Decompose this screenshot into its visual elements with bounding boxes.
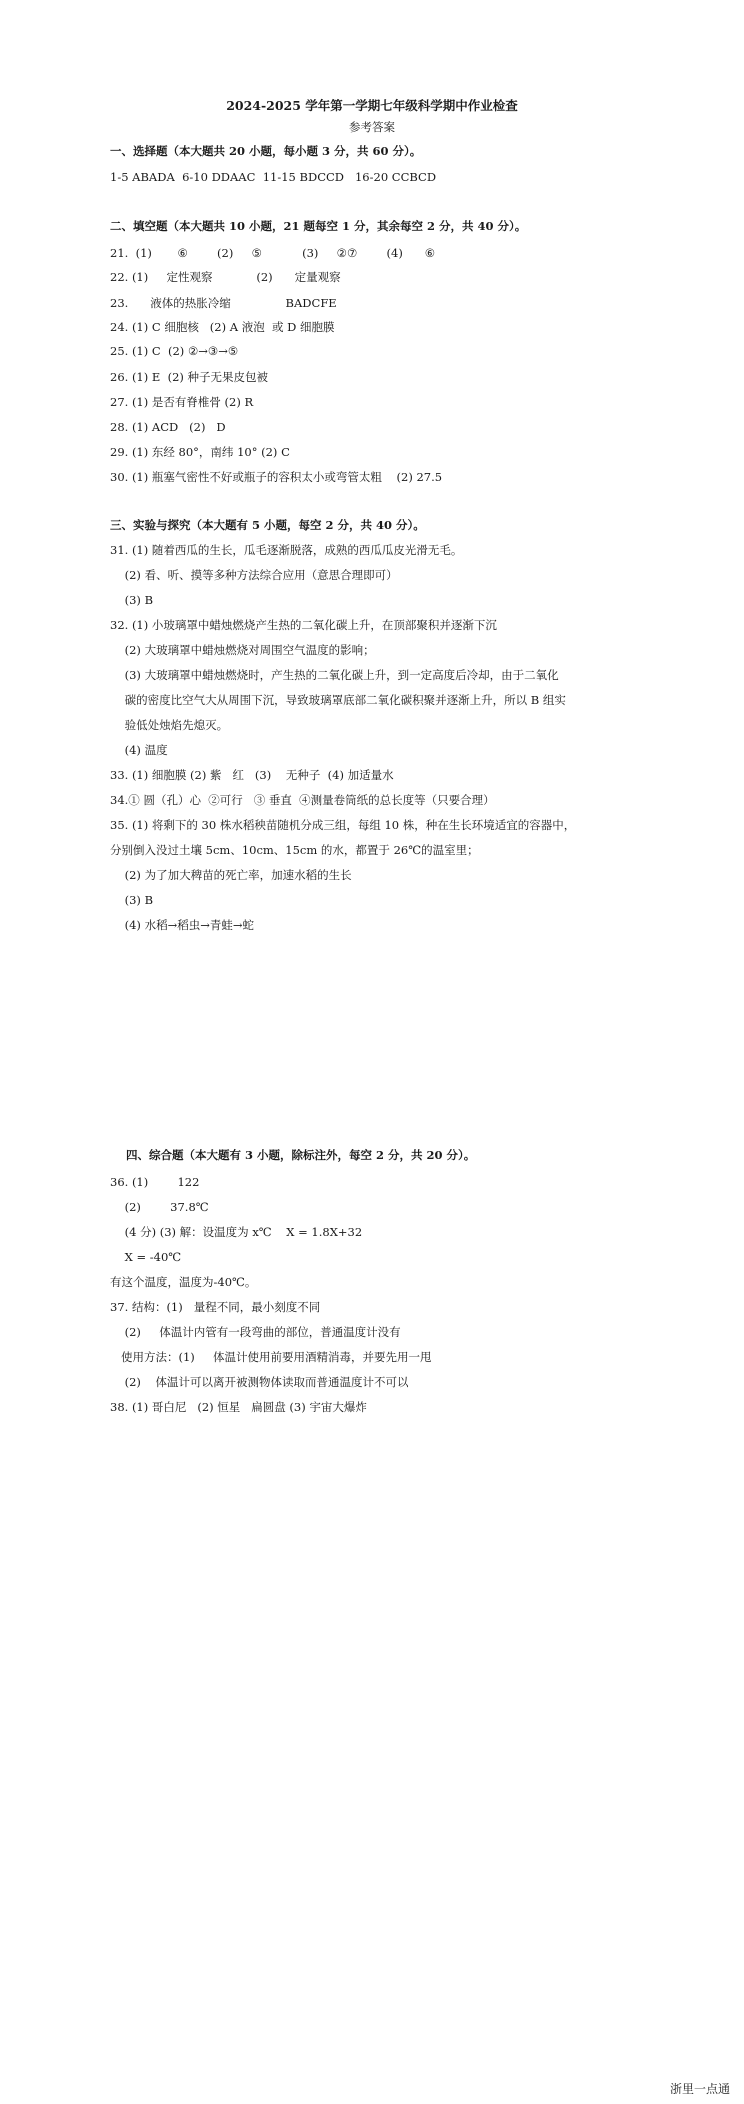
answer-line: (4) 温度: [110, 743, 168, 757]
answer-line: 有这个温度，温度为-40℃。: [110, 1275, 257, 1289]
page-title: 2024-2025 学年第一学期七年级科学期中作业检查: [226, 98, 518, 113]
answer-line: 23. 液体的热胀冷缩 BADCFE: [110, 296, 337, 310]
answer-line: 32. (1) 小玻璃罩中蜡烛燃烧产生热的二氧化碳上升，在顶部聚积并逐渐下沉: [110, 618, 497, 632]
choice-answers: 1-5 ABADA 6-10 DDAAC 11-15 BDCCD 16-20 CCBCD: [110, 170, 437, 184]
watermark: 浙里一点通: [669, 2082, 730, 2096]
answer-line: (4) 水稻→稻虫→青蛙→蛇: [110, 918, 254, 932]
answer-line: 38. (1) 哥白尼 (2) 恒星 扁圆盘 (3) 宇宙大爆炸: [110, 1400, 367, 1414]
answer-line: 24. (1) C 细胞核 (2) A 液泡 或 D 细胞膜: [110, 320, 335, 334]
answer-line: 验低处烛焰先熄灭。: [110, 718, 229, 732]
answer-line: 28. (1) ACD (2) D: [110, 420, 226, 434]
answer-line: (2) 37.8℃: [110, 1200, 209, 1214]
answer-line: 碳的密度比空气大从周围下沉，导致玻璃罩底部二氧化碳积聚并逐渐上升，所以 B 组实: [110, 693, 566, 707]
answer-line: 分别倒入没过土壤 5cm、10cm、15cm 的水，都置于 26℃的温室里；: [110, 843, 479, 857]
section-heading: 二、填空题（本大题共 10 小题，21 题每空 1 分，其余每空 2 分，共 40 分）。: [110, 219, 527, 233]
answer-line: (3) 大玻璃罩中蜡烛燃烧时，产生热的二氧化碳上升，到一定高度后冷却，由于二氧化: [110, 668, 559, 682]
answer-line: 21. (1) ⑥ (2) ⑤ (3) ②⑦ (4) ⑥: [110, 246, 436, 260]
section-heading: 三、实验与探究（本大题有 5 小题，每空 2 分，共 40 分）。: [110, 518, 425, 532]
answer-line: (2) 体温计可以离开被测物体读取而普通温度计不可以: [110, 1375, 409, 1389]
answer-line: (4 分) (3) 解：设温度为 x℃ X = 1.8X+32: [110, 1225, 363, 1239]
answer-line: 使用方法：(1) 体温计使用前要用酒精消毒，并要先用一甩: [110, 1350, 432, 1364]
answer-line: (3) B: [110, 893, 154, 907]
section-heading: 四、综合题（本大题有 3 小题，除标注外，每空 2 分，共 20 分）。: [126, 1148, 476, 1162]
answer-line: 30. (1) 瓶塞气密性不好或瓶子的容积太小或弯管太粗 (2) 27.5: [110, 470, 443, 484]
answer-line: 36. (1) 122: [110, 1175, 200, 1189]
answer-line: 22. (1) 定性观察 (2) 定量观察: [110, 270, 341, 284]
answer-line: 29. (1) 东经 80°，南纬 10° (2) C: [110, 445, 290, 459]
answer-line: 35. (1) 将剩下的 30 株水稻秧苗随机分成三组，每组 10 株，种在生长环境适宜的容器中，: [110, 818, 576, 832]
answer-line: (2) 体温计内管有一段弯曲的部位，普通温度计没有: [110, 1325, 401, 1339]
answer-line: 34.① 圆（孔）心 ②可行 ③ 垂直 ④测量卷筒纸的总长度等（只要合理）: [110, 793, 495, 807]
answer-line: (2) 为了加大稗苗的死亡率，加速水稻的生长: [110, 868, 352, 882]
answer-line: (2) 看、听、摸等多种方法综合应用（意思合理即可）: [110, 568, 398, 582]
answer-line: 33. (1) 细胞膜 (2) 紫 红 (3) 无种子 (4) 加适量水: [110, 768, 394, 782]
answer-line: 27. (1) 是否有脊椎骨 (2) R: [110, 395, 254, 409]
answer-line: 31. (1) 随着西瓜的生长，瓜毛逐渐脱落，成熟的西瓜瓜皮光滑无毛。: [110, 543, 463, 557]
page-subtitle: 参考答案: [349, 120, 395, 134]
answer-line: 37. 结构：(1) 量程不同，最小刻度不同: [110, 1300, 321, 1314]
answer-line: X = -40℃: [110, 1250, 182, 1264]
answer-line: (2) 大玻璃罩中蜡烛燃烧对周围空气温度的影响；: [110, 643, 375, 657]
answer-line: 25. (1) C (2) ②→③→⑤: [110, 344, 239, 358]
section-heading: 一、选择题（本大题共 20 小题，每小题 3 分，共 60 分）。: [110, 144, 422, 158]
answer-line: 26. (1) E (2) 种子无果皮包被: [110, 370, 269, 384]
answer-line: (3) B: [110, 593, 154, 607]
